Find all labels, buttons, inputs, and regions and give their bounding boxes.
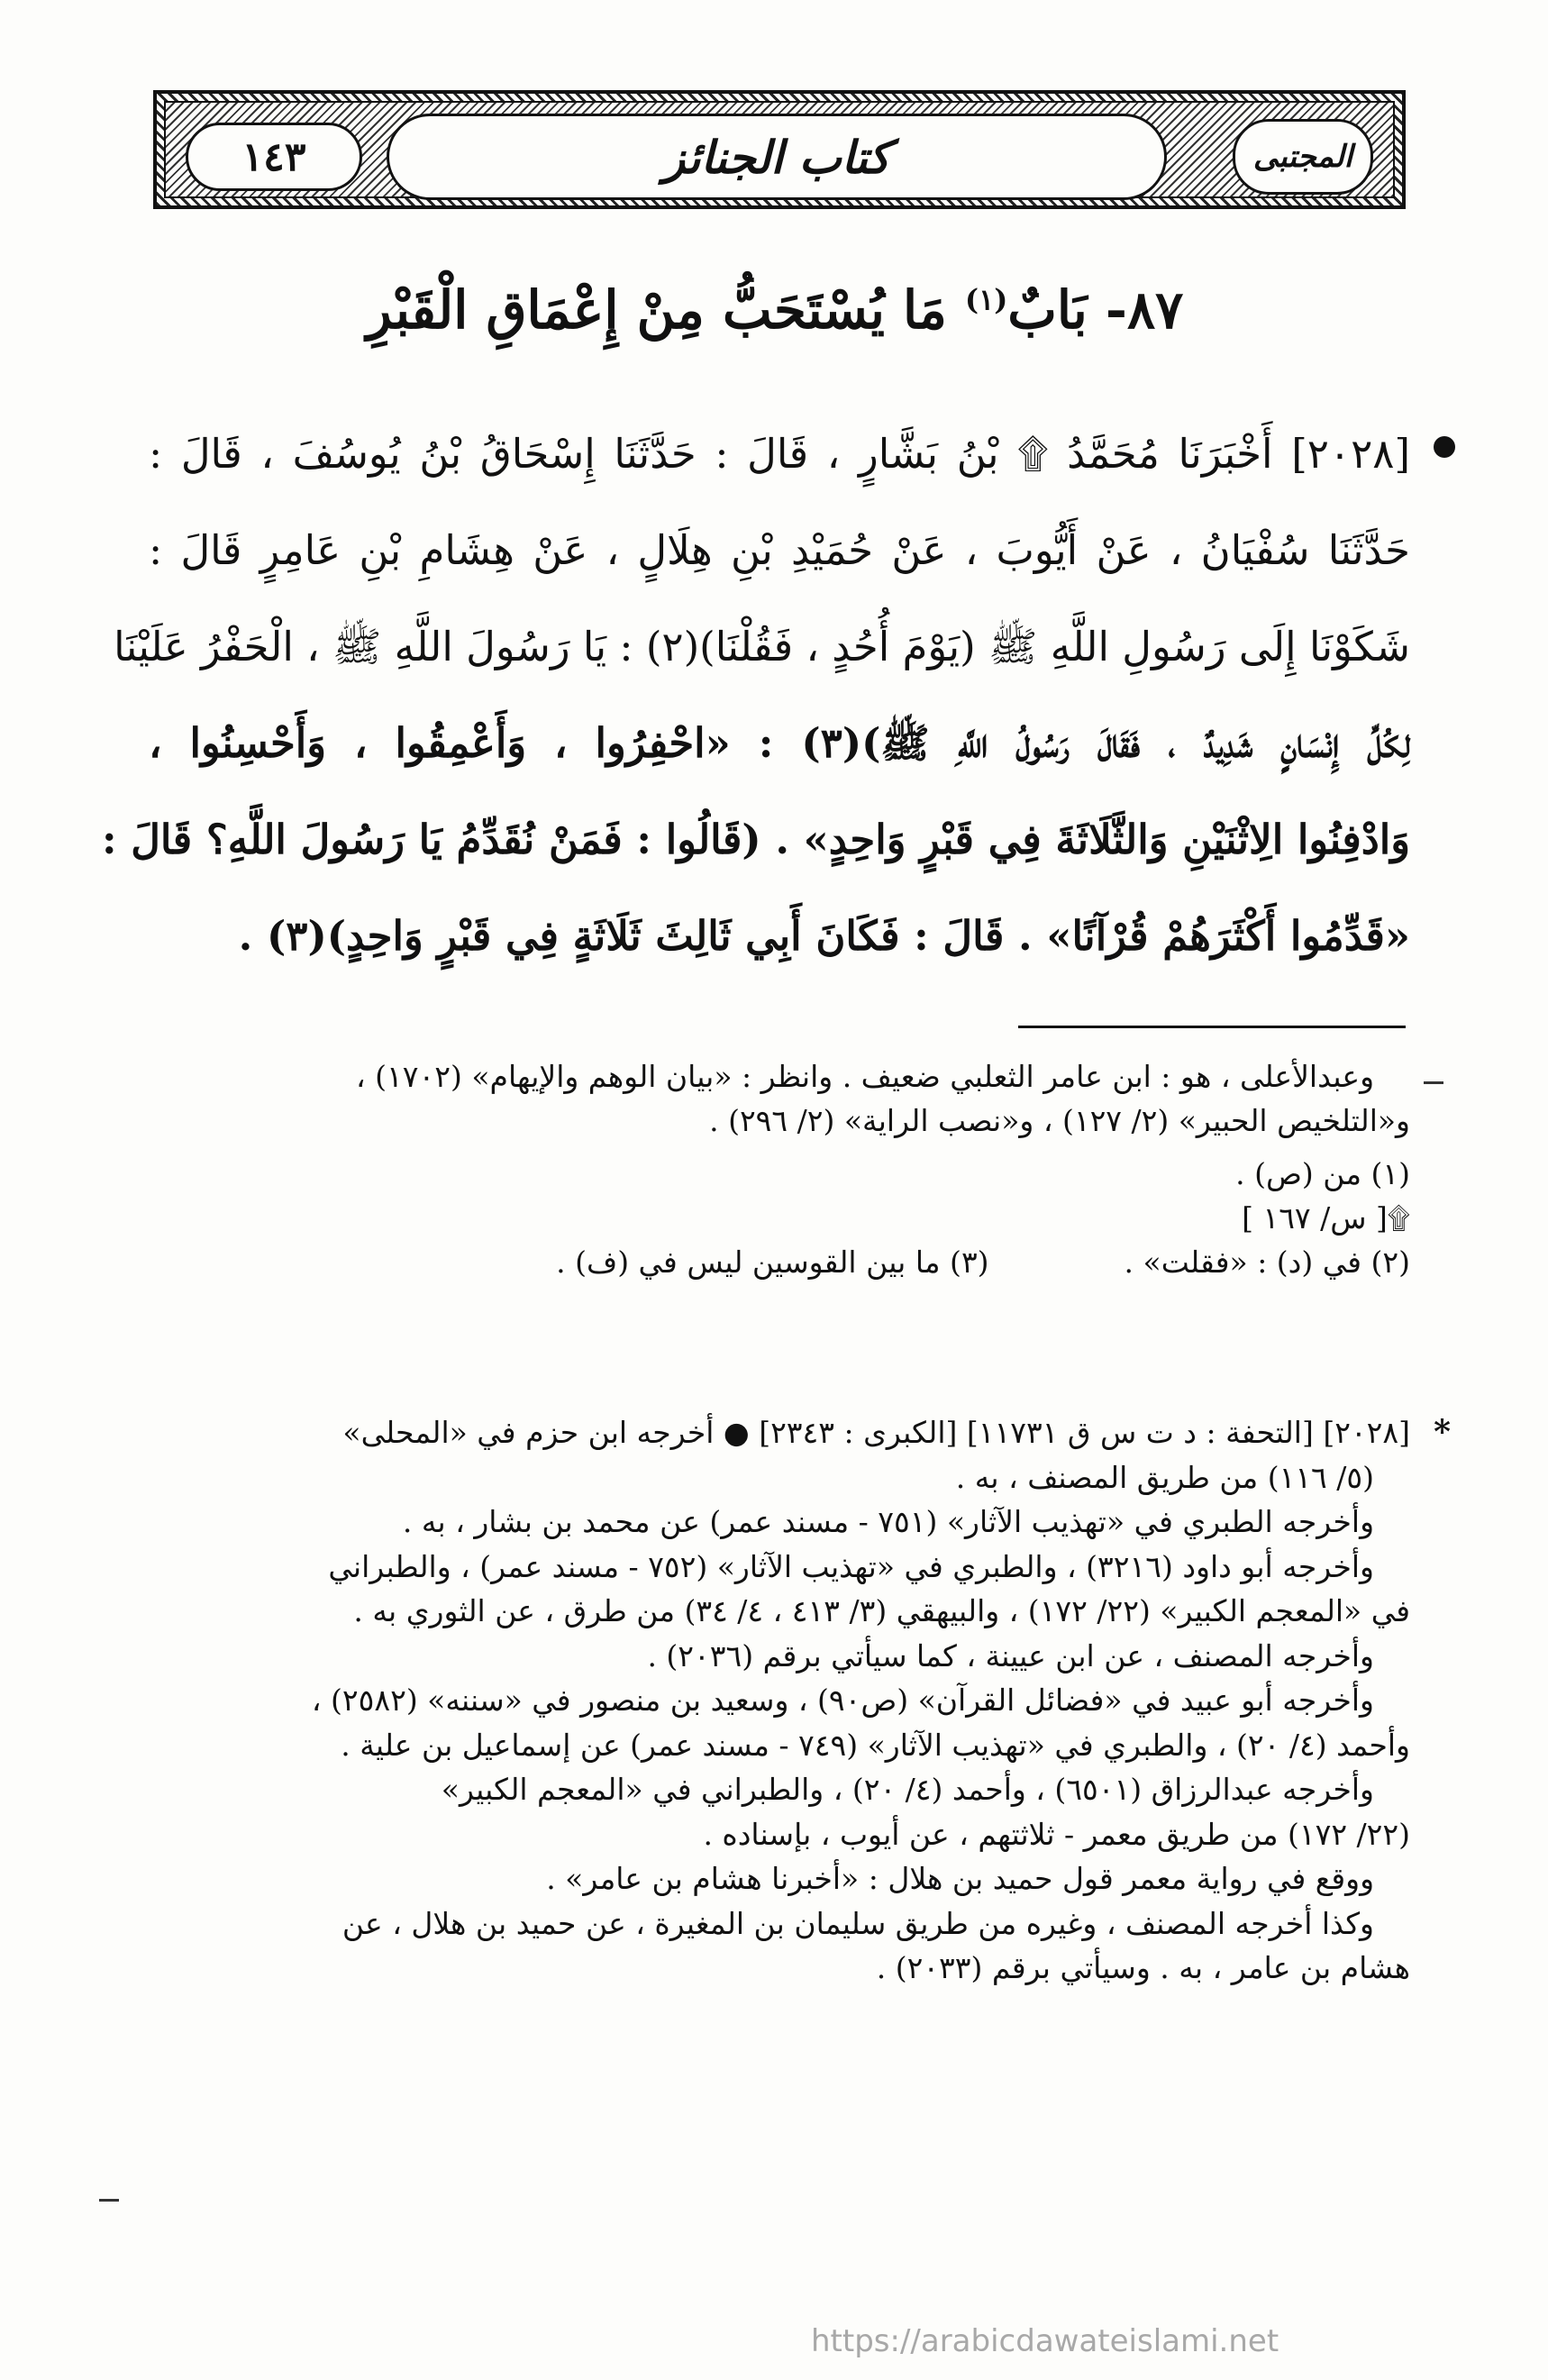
header-ornament: [164, 101, 1395, 198]
hadith-line: حَدَّثَنَا سُفْيَانُ ، عَنْ أَيُّوبَ ، عَنْ حُمَيْدِ بْنِ هِلَالٍ ، عَنْ هِشَامِ بْنِ عَامِرٍ قَالَ :: [149, 526, 1410, 574]
takhrij-line: وأحمد (٤/ ٢٠) ، والطبري في «تهذيب الآثار» (٧٤٩ - مسند عمر) عن إسماعيل بن علية .: [341, 1727, 1410, 1763]
footnote-carryover-line: وعبدالأعلى ، هو : ابن عامر الثعلبي ضعيف . وانظر : «بيان الوهم والإيهام» (١٧٠٢) ،: [356, 1059, 1374, 1094]
page-number-cartouche: [186, 123, 362, 191]
takhrij-line: ووقع في رواية معمر قول حميد بن هلال : «أخبرنا هشام بن عامر» .: [546, 1861, 1374, 1896]
section-title: كتاب الجنائز: [663, 130, 890, 184]
chapter-heading-start: ٨٧- بَابٌ: [1007, 279, 1184, 341]
hadith-line: [٢٠٢٨] أَخْبَرَنَا مُحَمَّدُ ۩ بْنُ بَشَّارٍ ، قَالَ : حَدَّثَنَا إِسْحَاقُ بْنُ يُوسُفَ ، قَالَ :: [149, 430, 1410, 478]
takhrij-line: هشام بن عامر ، به . وسيأتي برقم (٢٠٣٣) .: [876, 1950, 1410, 1985]
footnote-1: (١) من (ص) .: [1235, 1156, 1410, 1191]
hadith-line: لِكُلِّ إِنْسَانٍ شَدِيدٌ ، فَقَالَ رَسُولُ اللَّهِ ﷺ)(٣) : «احْفِرُوا ، وَأَعْمِقُوا ، وَأَحْسِنُوا ،: [149, 719, 1410, 767]
chapter-footnote-marker: (١): [964, 282, 1008, 317]
chapter-heading-rest: مَا يُسْتَحَبُّ مِنْ إِعْمَاقِ الْقَبْرِ: [366, 279, 947, 341]
takhrij-line: [٢٠٢٨] [التحفة : د ت س ق ١١٧٣١] [الكبرى : ٢٣٤٣] ● أخرجه ابن حزم في «المحلى»: [342, 1415, 1410, 1450]
takhrij-line: وأخرجه أبو عبيد في «فضائل القرآن» (ص٩٠) ، وسعيد بن منصور في «سننه» (٢٥٨٢) ،: [311, 1682, 1374, 1718]
takhrij-line: في «المعجم الكبير» (٢٢/ ١٧٢) ، والبيهقي (٣/ ٤١٣ ، ٤/ ٣٤) من طرق ، عن الثوري به .: [353, 1593, 1410, 1628]
takhrij-line: وكذا أخرجه المصنف ، وغيره من طريق سليمان بن المغيرة ، عن حميد بن هلال ، عن: [341, 1905, 1374, 1941]
footnote-carryover-line: و«التلخيص الحبير» (٢/ ١٢٧) ، و«نصب الراية» (٢/ ٢٩٦) .: [709, 1103, 1410, 1138]
takhrij-line: وأخرجه الطبري في «تهذيب الآثار» (٧٥١ - مسند عمر) عن محمد بن بشار ، به .: [402, 1504, 1374, 1539]
hadith-line: شَكَوْنَا إِلَى رَسُولِ اللَّهِ ﷺ (يَوْمَ أُحُدٍ ، فَقُلْنَا)(٢) : يَا رَسُولَ اللَّهِ ﷺ ، الْحَفْرُ عَلَيْنَا: [114, 623, 1410, 670]
bullet-icon: [1434, 436, 1455, 458]
takhrij-line: وأخرجه أبو داود (٣٢١٦) ، والطبري في «تهذيب الآثار» (٧٥٢ - مسند عمر) ، والطبراني: [328, 1548, 1374, 1584]
footnote-2: (٢) في (د) : «فقلت» .: [1124, 1245, 1410, 1280]
chapter-heading: [270, 279, 1279, 369]
takhrij-line: وأخرجه المصنف ، عن ابن عيينة ، كما سيأتي برقم (٢٠٣٦) .: [647, 1637, 1374, 1673]
hadith-text: [101, 406, 1410, 984]
takhrij-line: (٢٢/ ١٧٢) من طريق معمر - ثلاثتهم ، عن أيوب ، بإسناده .: [703, 1816, 1410, 1852]
section-title-cartouche: [387, 114, 1167, 200]
watermark-url: https://arabicdawateislami.net: [811, 2323, 1279, 2359]
footnote-row: [95, 1240, 1410, 1284]
takhrij-line: (٥/ ١١٦) من طريق المصنف ، به .: [955, 1459, 1374, 1495]
hadith-line: وَادْفِنُوا الِاثْنَيْنِ وَالثَّلَاثَةَ فِي قَبْرٍ وَاحِدٍ» . (قَالُوا : فَمَنْ نُقَدِّمُ يَا رَسُولَ اللَّهِ؟ قَالَ :: [101, 816, 1410, 863]
book-title-cartouche: [1233, 119, 1373, 195]
footnote-3: (٣) ما بين القوسين ليس في (ف) .: [556, 1245, 989, 1280]
asterisk-icon: *: [1434, 1413, 1451, 1451]
hadith-line: «قَدِّمُوا أَكْثَرَهُمْ قُرْآنًا» . قَالَ : فَكَانَ أَبِي ثَالِثَ ثَلَاثَةٍ فِي قَبْرٍ وَاحِدٍ)(٣) .: [238, 912, 1410, 960]
book-title: المجتبى: [1252, 139, 1353, 175]
continuation-dash: [1424, 1081, 1443, 1084]
takhrij-line: وأخرجه عبدالرزاق (٦٥٠١) ، وأحمد (٤/ ٢٠) ، والطبراني في «المعجم الكبير»: [441, 1772, 1374, 1807]
footnote-divider: [1018, 1026, 1406, 1028]
page-header-frame: [153, 90, 1406, 209]
takhrij-notes: [95, 1410, 1451, 1991]
manuscript-reference: ۩[ س/ ١٦٧ ]: [1242, 1200, 1410, 1236]
page-number: ١٤٣: [241, 133, 306, 180]
continuation-dash: [99, 2199, 119, 2202]
footnotes: [95, 1054, 1410, 1284]
